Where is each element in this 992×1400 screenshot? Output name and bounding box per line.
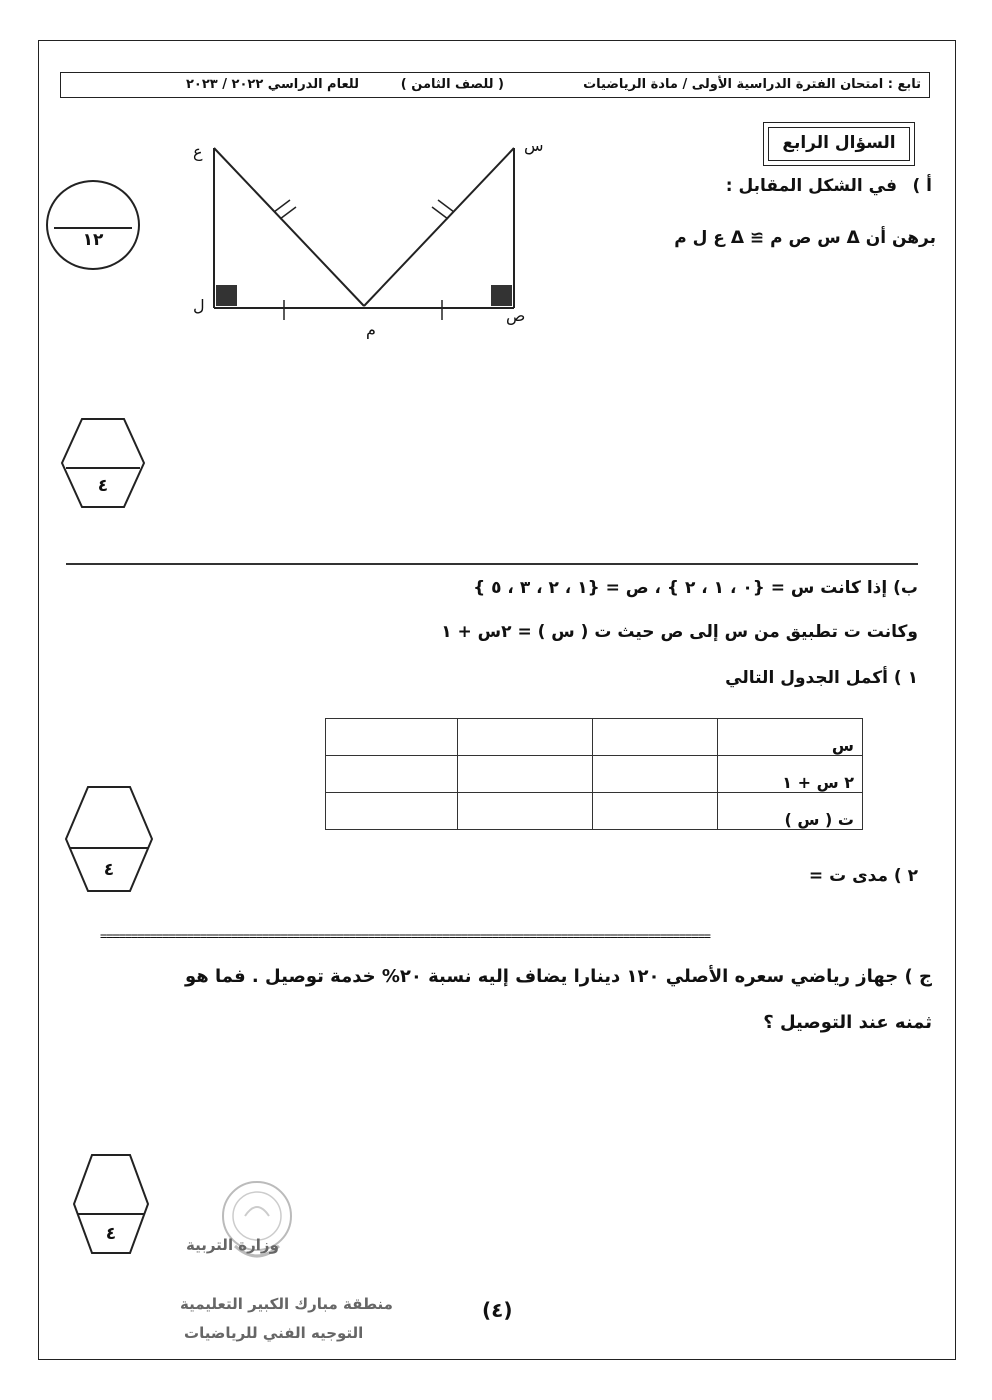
part-b-item1: ١ ) أكمل الجدول التالي (725, 668, 918, 688)
table-cell[interactable] (458, 756, 593, 793)
label-mim: م (366, 320, 376, 339)
table-cell[interactable] (593, 793, 718, 830)
score-b: ٤ (103, 860, 115, 880)
question-title-box (763, 122, 915, 166)
label-ain: ع (193, 142, 203, 161)
table-cell: ٢ س + ١ (718, 756, 863, 793)
table-row (326, 756, 863, 793)
table-cell[interactable] (593, 756, 718, 793)
part-a-prompt: برهن أن Δ س ص م ≅ Δ ع ل م (674, 228, 936, 248)
part-b-item2: ٢ ) مدى ت = (808, 866, 918, 886)
table-cell[interactable] (326, 793, 458, 830)
total-score: ١٢ (82, 230, 104, 250)
double-tick-right (432, 200, 454, 219)
table-cell[interactable] (458, 719, 593, 756)
part-b-line2: وكانت ت تطبيق من س إلى ص حيث ت ( س ) = ٢س + ١ (441, 622, 918, 642)
academic-year: للعام الدراسي ٢٠٢٢ / ٢٠٢٣ (185, 77, 359, 92)
congruent-triangles-figure (180, 130, 550, 350)
segment-ain-mim (214, 148, 364, 306)
segment-sin-mim (364, 148, 514, 306)
score-a: ٤ (97, 476, 109, 496)
stamp-line2: التوجيه الفني للرياضيات (184, 1324, 364, 1342)
function-table (325, 718, 863, 830)
table-row (326, 793, 863, 830)
stamp-ministry: وزارة التربية (186, 1236, 279, 1254)
ministry-emblem-stamp (205, 1176, 315, 1276)
part-c-line1: ج ) جهاز رياضي سعره الأصلي ١٢٠ دينارا يضاف إليه نسبة ٢٠% خدمة توصيل . فما هو (185, 966, 932, 987)
part-a-label: أ ) (912, 176, 932, 196)
part-a-intro: في الشكل المقابل : (725, 176, 897, 196)
right-angle-mark-sad (491, 285, 512, 306)
part-c-line2: ثمنه عند التوصيل ؟ (763, 1012, 932, 1033)
score-hexagon-a (60, 418, 146, 508)
label-sad: ص (506, 306, 526, 325)
table-cell[interactable] (593, 719, 718, 756)
right-angle-mark-lam (216, 285, 237, 306)
table-cell[interactable] (326, 719, 458, 756)
table-cell: س (718, 719, 863, 756)
table-cell[interactable] (326, 756, 458, 793)
exam-title: تابع : امتحان الفترة الدراسية الأولى / مادة الرياضيات (583, 77, 921, 92)
table-cell[interactable] (458, 793, 593, 830)
label-sin: س (524, 136, 544, 155)
exam-header (60, 72, 930, 98)
total-score-oval (46, 180, 140, 270)
label-lam: ل (193, 296, 205, 315)
table-cell: ت ( س ) (718, 793, 863, 830)
question-title: السؤال الرابع (768, 127, 910, 161)
double-tick-left (274, 200, 296, 219)
score-hexagon-b (64, 786, 154, 892)
stamp-line1: منطقة مبارك الكبير التعليمية (180, 1295, 393, 1313)
score-hexagon-c (72, 1154, 150, 1254)
score-line (54, 227, 132, 229)
grade-label: ( للصف الثامن ) (400, 77, 504, 92)
part-b-line1: ب) إذا كانت س = {٠ ، ١ ، ٢ } ، ص = {١ ، ٢ ، ٣ ، ٥ } (473, 578, 918, 598)
page-number: (٤) (482, 1298, 513, 1322)
score-c: ٤ (105, 1224, 117, 1244)
section-divider (66, 563, 918, 565)
dashed-separator: ================================================================================================== (100, 930, 711, 942)
table-row (326, 719, 863, 756)
